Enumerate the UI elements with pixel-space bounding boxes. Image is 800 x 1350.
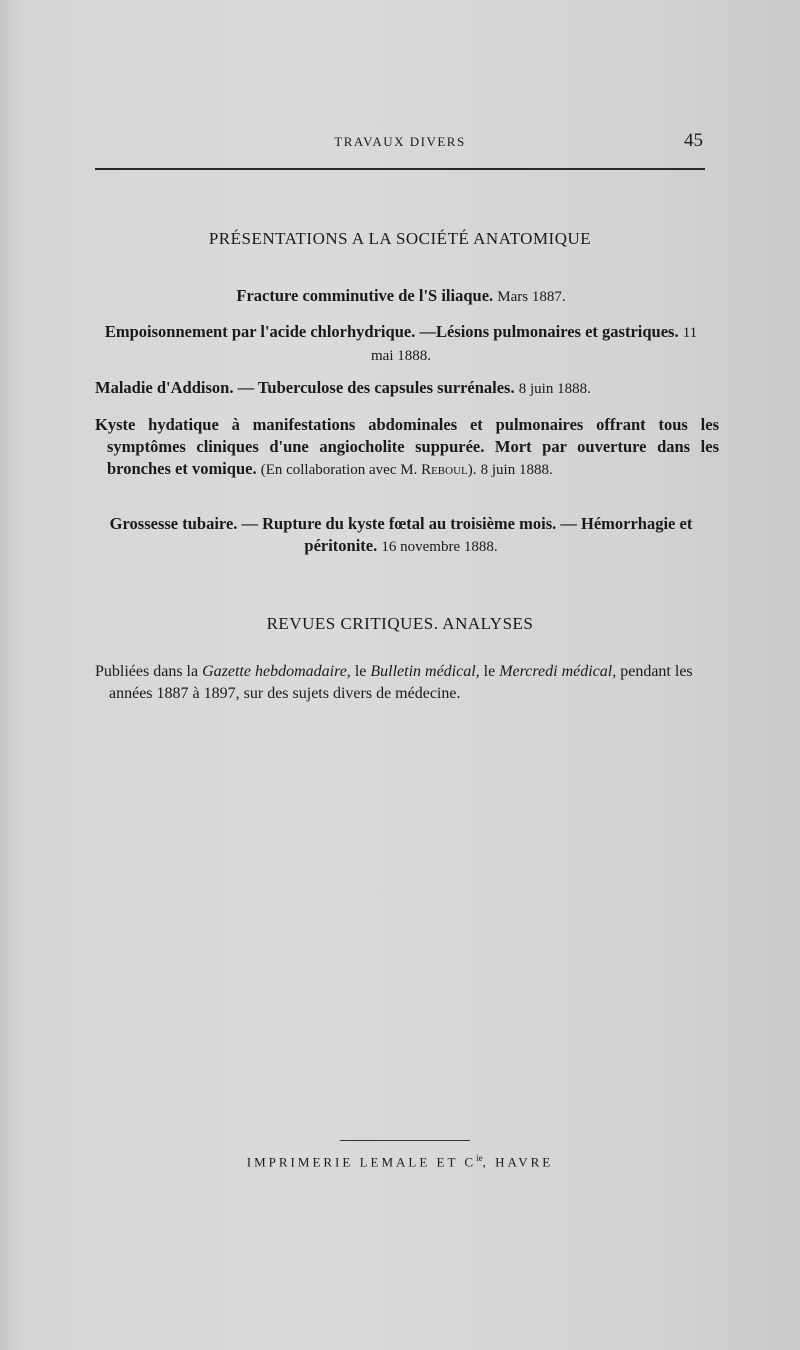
entry-title: Maladie d'Addison. — Tuberculose des capsules surrénales.	[95, 378, 515, 397]
entry-note-name: Reboul	[421, 462, 468, 478]
entry-date: 11 mai 1888.	[371, 325, 698, 364]
revues-text-start: Publiées dans la	[95, 663, 203, 680]
entry-date: 16 novembre 1888.	[381, 539, 498, 555]
revues-text-mid2: le	[479, 663, 500, 680]
entry-note-suffix: ).	[467, 462, 477, 478]
entry-addison	[95, 377, 707, 400]
revues-paragraph	[95, 661, 721, 705]
page-number: 45	[684, 130, 703, 151]
printer-imprint	[0, 1153, 800, 1170]
section-heading-presentations: PRÉSENTATIONS A LA SOCIÉTÉ ANATOMIQUE	[208, 229, 592, 248]
entry-note-prefix: (En collaboration avec M.	[260, 462, 422, 478]
entry-date: 8 juin 1888.	[518, 381, 591, 397]
journal-mercredi: Mercredi médical,	[499, 663, 617, 680]
entry-title: Kyste hydatique à manifestations abdominales et pulmonaires offrant tous les symptômes cliniques d'une angiocholite suppurée. Mort par ouverture dans les bronches et vomique.	[95, 415, 719, 478]
entry-kyste	[95, 414, 719, 481]
entry-title: Fracture comminutive de l'S iliaque.	[236, 286, 494, 305]
journal-gazette: Gazette hebdomadaire,	[202, 663, 351, 680]
running-title: TRAVAUX DIVERS	[334, 134, 466, 149]
header-rule	[95, 168, 705, 170]
journal-bulletin: Bulletin médical,	[370, 663, 480, 680]
entry-grossesse	[95, 513, 707, 558]
section-heading-revues: REVUES CRITIQUES. ANALYSES	[266, 614, 534, 633]
entry-title: Grossesse tubaire. — Rupture du kyste fœtal au troisième mois. — Hémorrhagie et péritonite.	[109, 514, 693, 555]
printer-name: IMPRIMERIE LEMALE ET C	[246, 1154, 477, 1170]
entry-fracture	[95, 285, 707, 308]
revues-text-end: pendant les années 1887 à 1897, sur des sujets divers de médecine.	[109, 663, 693, 702]
printer-sup: ie	[476, 1153, 483, 1163]
printer-city: , HAVRE	[482, 1154, 554, 1170]
footer-rule	[340, 1140, 470, 1141]
entry-empoisonnement	[95, 321, 707, 367]
entry-date: Mars 1887.	[497, 289, 566, 305]
entry-date: 8 juin 1888.	[480, 462, 553, 478]
entry-title: Empoisonnement par l'acide chlorhydrique. —Lésions pulmonaires et gastriques.	[104, 322, 679, 341]
revues-text-mid1: le	[350, 663, 371, 680]
